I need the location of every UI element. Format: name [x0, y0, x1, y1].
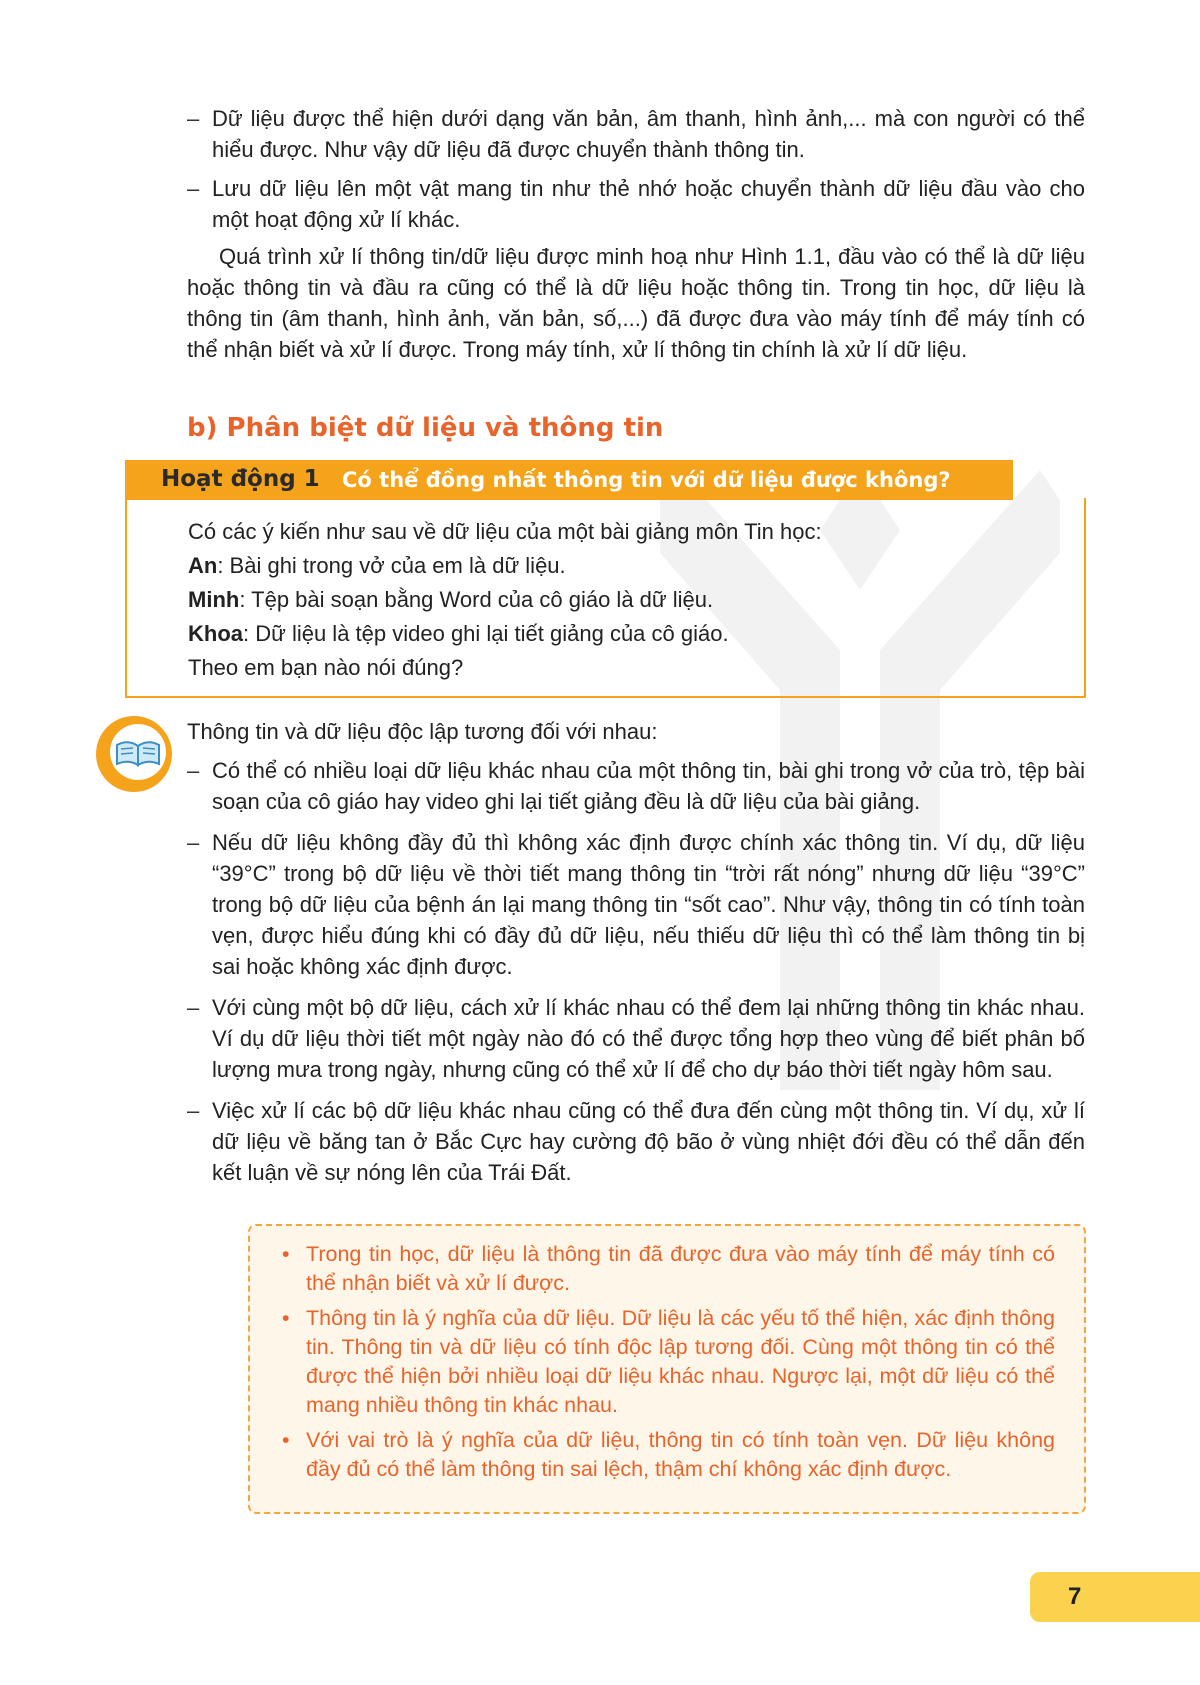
activity-header [125, 460, 1013, 500]
summary-text: Thông tin là ý nghĩa của dữ liệu. Dữ liệu là các yếu tố thể hiện, xác định thông tin. Thông tin và dữ liệu có tính độc lập tương đối. Cùng một thông tin có thể được thể hiện bởi nhiều loại dữ liệu khác nhau. Ngược lại, một dữ liệu có thể mang nhiều thông tin khác nhau. [306, 1306, 1055, 1417]
knowledge-intro: Thông tin và dữ liệu độc lập tương đối với nhau: [187, 719, 658, 744]
dash-marker: – [187, 830, 200, 855]
body-paragraph: Quá trình xử lí thông tin/dữ liệu được minh hoạ như Hình 1.1, đầu vào có thể là dữ liệu hoặc thông tin và đầu ra cũng có thể là dữ liệu hoặc thông tin. Trong tin học, dữ liệu là thông tin (âm thanh, hình ảnh, văn bản, số,...) đã được đưa vào máy tính để máy tính có thể nhận biết và xử lí được. Trong máy tính, xử lí thông tin chính là xử lí dữ liệu. [187, 244, 1085, 362]
list-item [187, 992, 1085, 1085]
top-bullet-list [187, 103, 1085, 243]
opinion-text: : Dữ liệu là tệp video ghi lại tiết giảng của cô giáo. [243, 621, 729, 646]
opinion-khoa [188, 617, 1068, 651]
knowledge-bullet-list [187, 755, 1085, 1198]
list-item-text: Có thể có nhiều loại dữ liệu khác nhau của một thông tin, bài ghi trong vở của trò, tệp bài soạn của cô giáo hay video ghi lại tiết giảng đều là dữ liệu của bài giảng. [212, 758, 1085, 814]
list-item [187, 1095, 1085, 1188]
open-book-icon [95, 715, 173, 793]
activity-content [188, 515, 1068, 685]
bullet-dot: • [282, 1428, 290, 1452]
summary-item [280, 1240, 1055, 1298]
summary-list [280, 1240, 1055, 1490]
dash-marker: – [187, 1098, 200, 1123]
summary-item [280, 1304, 1055, 1420]
activity-intro: Có các ý kiến như sau về dữ liệu của một bài giảng môn Tin học: [188, 519, 822, 544]
list-item [187, 103, 1085, 165]
speaker-name: An [188, 553, 218, 578]
dash-marker: – [187, 106, 200, 131]
opinion-an [188, 549, 1068, 583]
dash-marker: – [187, 995, 200, 1020]
activity-number: Hoạt động 1 [161, 466, 320, 492]
speaker-name: Minh [188, 587, 240, 612]
list-item-text: Việc xử lí các bộ dữ liệu khác nhau cũng có thể đưa đến cùng một thông tin. Ví dụ, xử lí dữ liệu về băng tan ở Bắc Cực hay cường độ bão ở vùng nhiệt đới đều có thể dẫn đến kết luận về sự nóng lên của Trái Đất. [212, 1098, 1085, 1185]
list-item [187, 755, 1085, 817]
page-number: 7 [1068, 1583, 1082, 1610]
page-number-tab [1030, 1572, 1200, 1622]
opinion-minh [188, 583, 1068, 617]
speaker-name: Khoa [188, 621, 243, 646]
dash-marker: – [187, 176, 200, 201]
activity-closing: Theo em bạn nào nói đúng? [188, 655, 464, 680]
activity-question: Có thể đồng nhất thông tin với dữ liệu được không? [342, 468, 951, 492]
opinion-text: : Tệp bài soạn bằng Word của cô giáo là dữ liệu. [239, 587, 714, 612]
section-title: b) Phân biệt dữ liệu và thông tin [187, 413, 664, 443]
list-item-text: Lưu dữ liệu lên một vật mang tin như thẻ nhớ hoặc chuyển thành dữ liệu đầu vào cho một hoạt động xử lí khác. [212, 176, 1085, 232]
bullet-dot: • [282, 1242, 290, 1266]
list-item [187, 827, 1085, 982]
list-item-text: Với cùng một bộ dữ liệu, cách xử lí khác nhau có thể đem lại những thông tin khác nhau. Ví dụ dữ liệu thời tiết một ngày nào đó có thể được tổng hợp theo vùng để biết phân bố lượng mưa trong ngày, nhưng cũng có thể xử lí để cho dự báo thời tiết ngày hôm sau. [212, 995, 1085, 1082]
summary-item [280, 1426, 1055, 1484]
opinion-text: : Bài ghi trong vở của em là dữ liệu. [217, 553, 566, 578]
list-item-text: Nếu dữ liệu không đầy đủ thì không xác định được chính xác thông tin. Ví dụ, dữ liệu “39°C” trong bộ dữ liệu về thời tiết mang thông tin “trời rất nóng” nhưng dữ liệu “39°C” trong bộ dữ liệu của bệnh án lại mang thông tin “sốt cao”. Như vậy, thông tin có tính toàn vẹn, được hiểu đúng khi có đầy đủ dữ liệu, nếu thiếu dữ liệu thì có thể làm thông tin bị sai hoặc không xác định được. [212, 830, 1085, 979]
summary-text: Trong tin học, dữ liệu là thông tin đã được đưa vào máy tính để máy tính có thể nhận biết và xử lí được. [306, 1242, 1055, 1295]
list-item [187, 173, 1085, 235]
list-item-text: Dữ liệu được thể hiện dưới dạng văn bản, âm thanh, hình ảnh,... mà con người có thể hiểu được. Như vậy dữ liệu đã được chuyển thành thông tin. [212, 106, 1085, 162]
dash-marker: – [187, 758, 200, 783]
bullet-dot: • [282, 1306, 290, 1330]
summary-text: Với vai trò là ý nghĩa của dữ liệu, thông tin có tính toàn vẹn. Dữ liệu không đầy đủ có thể làm thông tin sai lệch, thậm chí không xác định được. [306, 1428, 1055, 1481]
